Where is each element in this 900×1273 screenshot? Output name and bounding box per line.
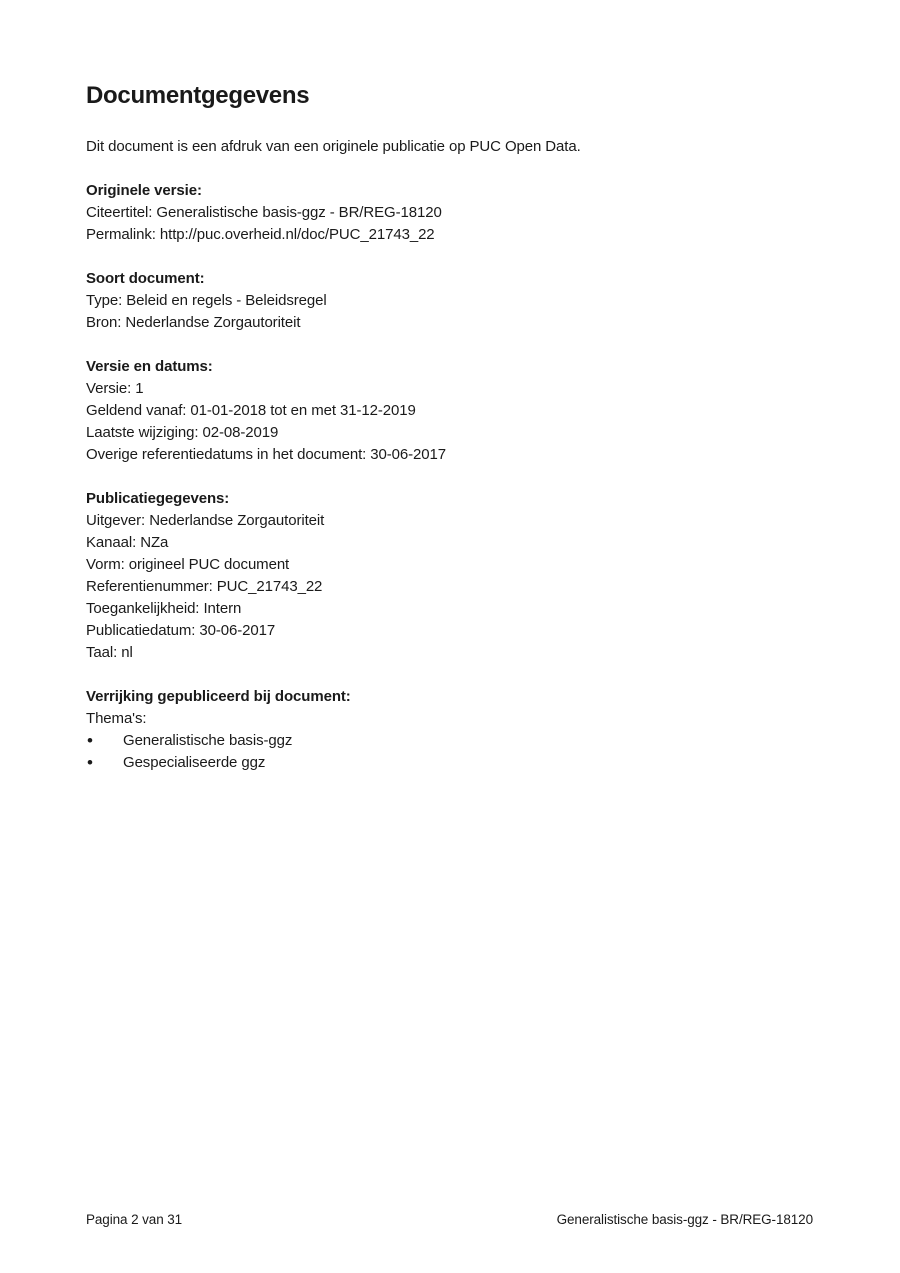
bullet-list <box>86 730 813 774</box>
page-title: Documentgegevens <box>86 82 310 109</box>
section-line: Uitgever: Nederlandse Zorgautoriteit <box>86 512 325 529</box>
metadata-section <box>86 268 813 334</box>
section-line: Referentienummer: PUC_21743_22 <box>86 578 323 595</box>
section-line: Taal: nl <box>86 644 133 661</box>
metadata-section <box>86 686 813 774</box>
section-heading: Soort document: <box>86 270 205 287</box>
section-line: Permalink: http://puc.overheid.nl/doc/PUC_21743_22 <box>86 226 435 243</box>
section-line: Geldend vanaf: 01-01-2018 tot en met 31-12-2019 <box>86 402 416 419</box>
section-line: Vorm: origineel PUC document <box>86 556 290 573</box>
section-heading: Verrijking gepubliceerd bij document: <box>86 688 351 705</box>
section-heading: Originele versie: <box>86 182 202 199</box>
page-footer <box>86 1211 813 1229</box>
section-line: Kanaal: NZa <box>86 534 169 551</box>
section-line: Toegankelijkheid: Intern <box>86 600 242 617</box>
section-line: Bron: Nederlandse Zorgautoriteit <box>86 314 301 331</box>
section-lines <box>86 708 813 774</box>
sections <box>86 180 813 774</box>
footer-page-number: Pagina 2 van 31 <box>86 1212 183 1227</box>
section-line: Type: Beleid en regels - Beleidsregel <box>86 292 327 309</box>
section-line: Versie: 1 <box>86 380 144 397</box>
document-content <box>86 82 813 796</box>
metadata-section <box>86 180 813 246</box>
metadata-section <box>86 356 813 466</box>
section-lines <box>86 510 813 664</box>
section-heading: Publicatiegegevens: <box>86 490 230 507</box>
section-lines <box>86 290 813 334</box>
section-lines <box>86 378 813 466</box>
footer-document-reference: Generalistische basis-ggz - BR/REG-18120 <box>556 1212 813 1227</box>
section-line: Thema's: <box>86 710 147 727</box>
section-line: Citeertitel: Generalistische basis-ggz - BR/REG-18120 <box>86 204 442 221</box>
bullet-item: • Gespecialiseerde ggz <box>86 752 813 774</box>
section-line: Overige referentiedatums in het document: 30-06-2017 <box>86 446 447 463</box>
metadata-section <box>86 488 813 664</box>
section-line: Laatste wijziging: 02-08-2019 <box>86 424 279 441</box>
intro-text: Dit document is een afdruk van een originele publicatie op PUC Open Data. <box>86 138 581 155</box>
bullet-item: • Generalistische basis-ggz <box>86 730 813 752</box>
section-heading: Versie en datums: <box>86 358 213 375</box>
section-lines <box>86 202 813 246</box>
section-line: Publicatiedatum: 30-06-2017 <box>86 622 276 639</box>
